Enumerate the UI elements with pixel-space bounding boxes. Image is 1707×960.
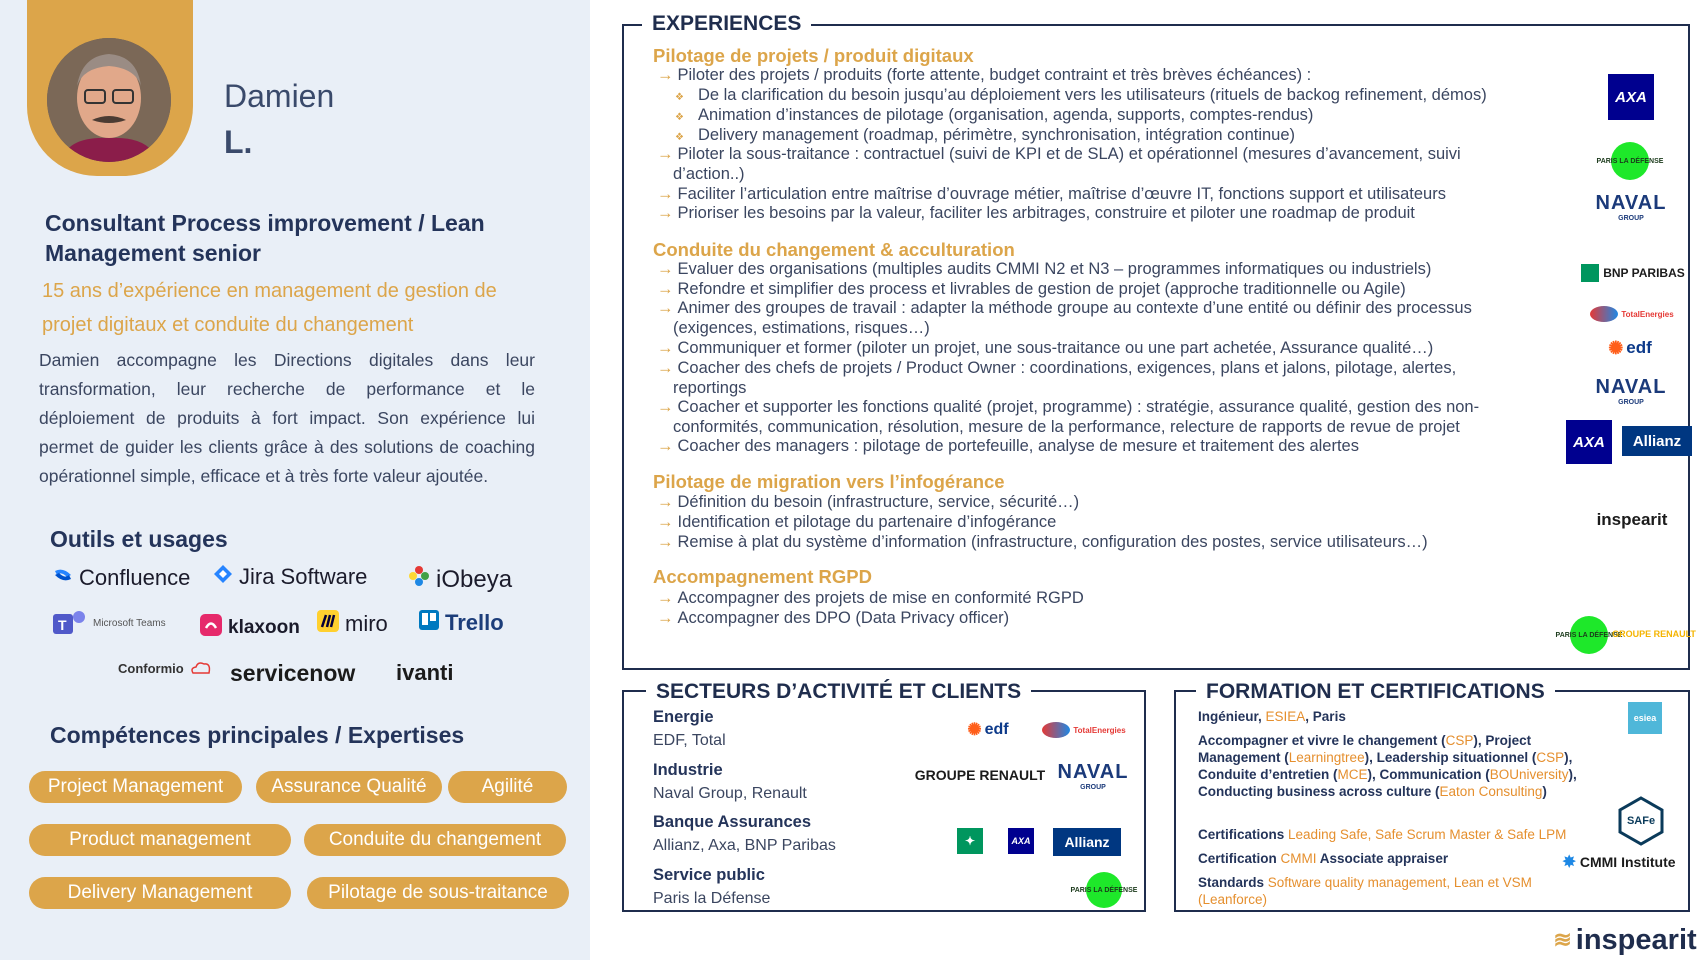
totalenergies-logo: TotalEnergies (1034, 718, 1134, 742)
inspearit-logo: inspearit (1596, 510, 1668, 529)
experience-line-cont: reportings (673, 379, 747, 397)
renault-logo: GROUPE RENAULT (914, 767, 1046, 783)
axa-logo: AXA (1008, 828, 1034, 854)
safe-logo: SAFe (1616, 796, 1666, 846)
tool-iobeya: iObeya (408, 565, 512, 594)
inspearit-brand: ≋ inspearit (1553, 923, 1697, 956)
formation-standards: Standards Software quality management, Lean et VSM (Leanforce) (1198, 875, 1532, 907)
tool-jira: Jira Software (213, 564, 367, 590)
tool-teams: T Microsoft Teams (53, 608, 166, 639)
formation-trainings: Accompagner et vivre le changement (CSP), Project Management (Learningtree), Leadership situationnel (CSP), Conduite d’entretien (MCE), Communication (BOUniversity), Conducting business across culture (Eaton Consulting) (1198, 733, 1577, 799)
experience-category: Pilotage de projets / produit digitaux (653, 45, 974, 66)
sector-heading: Banque Assurances (653, 813, 812, 831)
sector-clients: Paris la Défense (653, 890, 771, 907)
bnp-paribas-logo: BNP PARIBAS (1574, 262, 1692, 284)
naval-group-logo: NAVAL GROUP (1595, 376, 1667, 406)
experience-line: → Coacher et supporter les fonctions qualité (projet, programme) : stratégie, assurance qualité, gestion des non- (657, 398, 1480, 416)
experience-line: → Identification et pilotage du partenaire d’infogérance (657, 513, 1057, 531)
tool-conformio: Conformio (118, 660, 212, 677)
experience-subline: ❖ De la clarification du besoin jusqu’au déploiement vers les utilisateurs (rituels de backog refinement, démos) (675, 86, 1487, 104)
profile-photo (47, 38, 171, 162)
paris-defense-logo: PARIS LA DÉFENSE (1570, 616, 1608, 654)
experience-line: → Coacher des managers : pilotage de portefeuille, analyse de mesure et traitement des alertes (657, 437, 1359, 455)
edf-sun-icon: ✺ (1608, 337, 1624, 358)
naval-group-logo: NAVAL GROUP (1595, 192, 1667, 222)
bnp-star-icon: ✦ (964, 834, 976, 848)
experience-subline: ❖ Delivery management (roadmap, périmètre, synchronisation, intégration continue) (675, 126, 1296, 144)
experience-line: → Piloter la sous-traitance : contractuel (suivi de KPI et de SLA) et opérationnel (mesures d’avancement, suivi (657, 145, 1461, 163)
miro-icon (317, 610, 339, 638)
sector-heading: Energie (653, 708, 714, 726)
sector-clients: Naval Group, Renault (653, 785, 807, 802)
bnp-star-icon (1581, 264, 1599, 282)
skill-pill: Assurance Qualité (256, 771, 442, 803)
experiences-title: EXPERIENCES (642, 12, 811, 36)
formation-safe-cert: Certifications Leading Safe, Safe Scrum Master & Safe LPM (1198, 827, 1567, 842)
iobeya-icon (408, 565, 430, 594)
trello-icon (419, 610, 439, 636)
tool-miro: miro (317, 610, 388, 638)
experience-category: Conduite du changement & acculturation (653, 239, 1015, 260)
skills-title: Compétences principales / Expertises (50, 722, 465, 748)
tool-klaxoon: klaxoon (200, 614, 300, 642)
job-title: Consultant Process improvement / Lean Management senior (45, 210, 485, 266)
formation-cmmi-cert: Certification CMMI Associate appraiser (1198, 851, 1449, 866)
experience-line-cont: d’action..) (673, 165, 745, 183)
naval-group-logo: NAVAL GROUP (1057, 761, 1129, 791)
tool-servicenow: servicenow (230, 660, 356, 686)
paris-defense-logo: PARIS LA DÉFENSE (1611, 142, 1649, 180)
skill-pill: Delivery Management (29, 877, 291, 909)
sector-heading: Service public (653, 866, 765, 884)
jira-icon (213, 564, 233, 590)
bnp-paribas-logo (957, 828, 983, 854)
experience-line: → Remise à plat du système d’information (infrastructure, configuration des postes, service utilisateurs…) (657, 533, 1428, 551)
sectors-title: SECTEURS D’ACTIVITÉ ET CLIENTS (646, 680, 1031, 704)
experience-line-cont: conformités, communication, résolution, mesure de la performance, relecture de rapports de revue de projet (673, 418, 1460, 436)
experience-summary: 15 ans d’expérience en management de gestion de projet digitaux et conduite du changement (42, 280, 497, 336)
totalenergies-logo: TotalEnergies (1582, 302, 1682, 326)
experience-line: → Prioriser les besoins par la valeur, faciliter les arbitrages, construire et piloter une roadmap de produit (657, 204, 1415, 222)
experience-line: → Piloter des projets / produits (forte attente, budget contraint et très brèves échéances) : (657, 66, 1312, 84)
formation-degree: Ingénieur, ESIEA, Paris (1198, 709, 1346, 724)
experience-line: → Accompagner des DPO (Data Privacy officer) (657, 609, 1010, 627)
total-swirl-icon (1590, 306, 1618, 322)
experience-line-cont: (exigences, estimations, risques…) (673, 319, 930, 337)
experience-line: → Accompagner des projets de mise en conformité RGPD (657, 589, 1084, 607)
tool-trello: Trello (419, 610, 504, 636)
edf-logo: ✺ edf (1608, 337, 1652, 358)
experience-line: → Définition du besoin (infrastructure, service, sécurité…) (657, 493, 1080, 511)
skill-pill: Conduite du changement (304, 824, 566, 856)
allianz-logo: Allianz (1622, 426, 1692, 456)
tools-title: Outils et usages (50, 526, 228, 552)
svg-text:T: T (58, 617, 67, 633)
experience-category: Accompagnement RGPD (653, 566, 872, 587)
klaxoon-icon (200, 614, 222, 642)
experience-line: → Faciliter l’articulation entre maîtrise d’ouvrage métier, maîtrise d’œuvre IT, fonctions support et utilisateurs (657, 185, 1446, 203)
paris-defense-logo: PARIS LA DÉFENSE (1086, 872, 1122, 908)
cmmi-globe-icon: ✸ (1562, 854, 1576, 871)
experience-subline: ❖ Animation d’instances de pilotage (organisation, agenda, supports, comptes-rendus) (675, 106, 1314, 124)
bio-text: Damien accompagne les Directions digitales dans leur transformation, leur recherche de performance et le déploiement de produits à fort impact. Son expérience lui permet de guider les clients grâce à des solutions de coaching opérationnel simple, efficace et à très forte valeur ajoutée. (39, 350, 535, 486)
edf-logo: ✺ edf (967, 720, 1009, 739)
tool-confluence: Confluence (53, 565, 190, 591)
confluence-icon (53, 565, 73, 591)
edf-sun-icon: ✺ (967, 720, 982, 739)
allianz-logo: Allianz (1053, 828, 1121, 856)
axa-logo: AXA (1608, 74, 1654, 120)
sector-clients: EDF, Total (653, 732, 726, 749)
teams-icon (53, 608, 87, 639)
skill-pill: Product management (29, 824, 291, 856)
axa-logo: AXA (1566, 420, 1612, 464)
sector-heading: Industrie (653, 761, 723, 779)
skill-pill: Agilité (448, 771, 567, 803)
experience-line: → Coacher des chefs de projets / Product Owner : coordinations, exigences, plans et jalons, pilotage, alertes, (657, 359, 1457, 377)
first-name: Damien (224, 78, 335, 114)
experience-line: → Animer des groupes de travail : adapter la méthode groupe au contexte d’une entité ou définir des processus (657, 299, 1472, 317)
experience-line: → Communiquer et former (piloter un projet, une sous-traitance ou une part achetée, Assurance qualité…) (657, 339, 1434, 357)
last-name: L. (224, 124, 253, 160)
formation-title: FORMATION ET CERTIFICATIONS (1196, 680, 1555, 704)
inspearit-mark-icon: ≋ (1553, 927, 1572, 952)
cloud-icon (190, 660, 212, 677)
esiea-logo: esiea (1628, 702, 1662, 734)
renault-logo: GROUPE RENAULT (1612, 629, 1696, 639)
sector-clients: Allianz, Axa, BNP Paribas (653, 837, 836, 854)
experience-category: Pilotage de migration vers l’infogérance (653, 471, 1005, 492)
experience-line: → Refondre et simplifier des process et livrables de gestion de projet (approche traditionnelle ou Agile) (657, 280, 1406, 298)
cmmi-institute-logo: ✸ CMMI Institute (1562, 854, 1676, 871)
skill-pill: Pilotage de sous-traitance (307, 877, 569, 909)
experience-line: → Evaluer des organisations (multiples audits CMMI N2 et N3 – programmes informatiques ou industriels) (657, 260, 1432, 278)
skill-pill: Project Management (29, 771, 242, 803)
tool-ivanti: ivanti (396, 660, 454, 685)
total-swirl-icon (1042, 722, 1070, 738)
profile-panel (0, 0, 590, 960)
